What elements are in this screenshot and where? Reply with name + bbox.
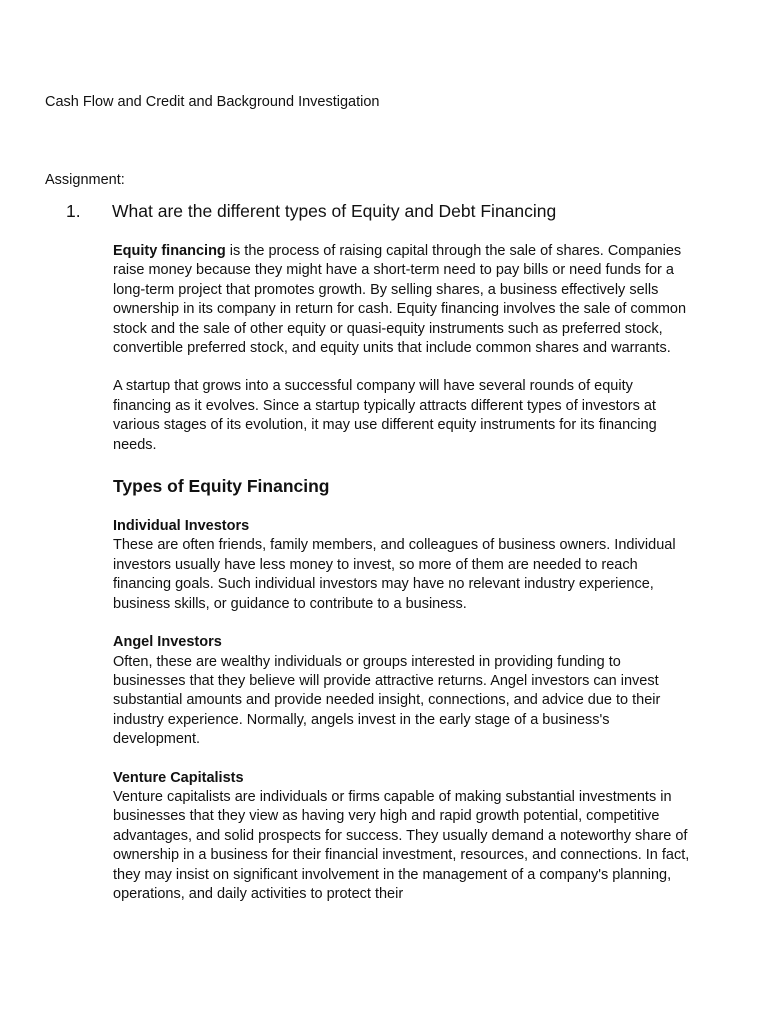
type-section-individual-investors [113,517,693,614]
type-text: Often, these are wealthy individuals or groups interested in providing funding to businesses that they believe will provide attractive returns. Angel investors can invest substantial amounts and provide needed insight, connections, and advice due to their industry experience. Normally, angels invest in the early stage of a business's development. [113,653,661,748]
document-title: Cash Flow and Credit and Background Investigation [45,94,380,110]
intro-text: is the process of raising capital through the sale of shares. Companies raise money because they might have a short-term need to pay bills or need funds for a long-term project that promotes growth. By selling shares, a business effectively sells ownership in its company in return for cash. Equity financing involves the sale of common stock and the sale of other equity or quasi-equity instruments such as preferred stock, convertible preferred stock, and equity units that include common shares and warrants. [113,243,687,357]
intro-term: Equity financing [113,243,226,259]
types-heading: Types of Equity Financing [113,476,330,497]
startup-paragraph: A startup that grows into a successful company will have several rounds of equity financing as it evolves. Since a startup typically attracts different types of investors at various stages of its evolution, it may use different equity instruments for its financing needs. [113,378,657,453]
question-heading [66,200,706,222]
type-text: Venture capitalists are individuals or firms capable of making substantial investments in businesses that they view as having very high and rapid growth potential, competitive advantages, and solid prospects for success. They usually demand a noteworthy share of ownership in a business for their financial investment, resources, and connections. In fact, they may insist on significant involvement in the management of a company's planning, operations, and daily activities to protect their [113,788,690,902]
intro-paragraph [113,242,693,358]
type-section-angel-investors [113,633,693,749]
type-heading: Venture Capitalists [113,769,244,786]
question-text: What are the different types of Equity and Debt Financing [112,201,557,221]
answer-body [113,242,693,923]
type-heading: Angel Investors [113,634,222,651]
type-text: These are often friends, family members, and colleagues of business owners. Individual investors usually have less money to invest, so more of them are needed to reach financing goals. Such individual investors may have no relevant industry experience, business skills, or guidance to contribute to a business. [113,537,676,612]
assignment-label: Assignment: [45,172,125,188]
question-number: 1. [66,201,81,221]
type-section-venture-capitalists [113,769,693,905]
type-heading: Individual Investors [113,518,250,535]
